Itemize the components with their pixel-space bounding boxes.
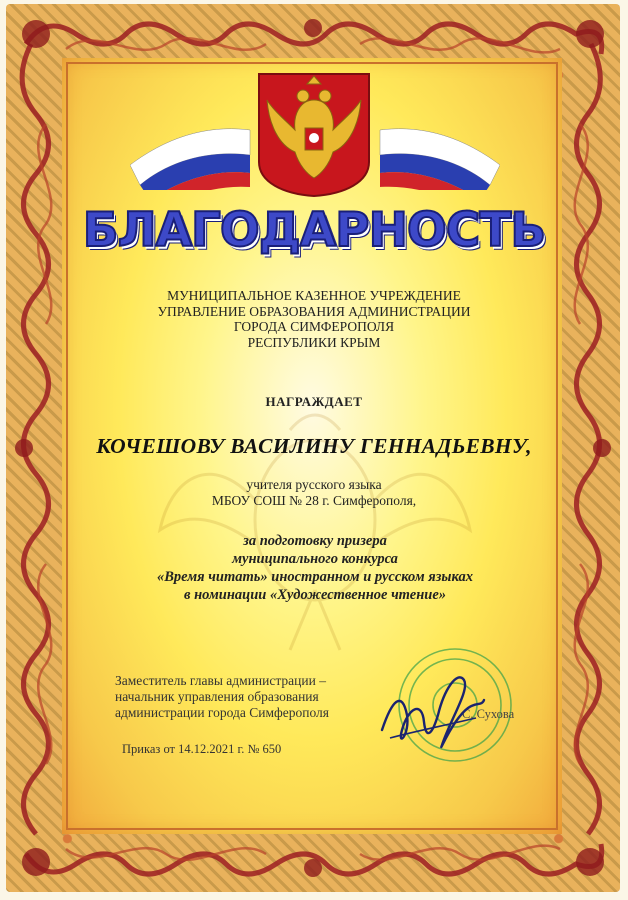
recipient-position [100, 477, 528, 509]
position-line: МБОУ СОШ № 28 г. Симферополя, [211, 493, 417, 508]
reason-line: в номинации «Художественное чтение» [183, 587, 447, 603]
order-reference: Приказ от 14.12.2021 г. № 650 [122, 742, 282, 756]
signer-line: Заместитель главы администрации – [115, 673, 326, 688]
recipient-name: КОЧЕШОВУ ВАСИЛИНУ ГЕННАДЬЕВНУ, [96, 434, 532, 458]
signer-name: С. Сухова [462, 707, 515, 721]
reason-line: за подготовку призера [243, 533, 387, 549]
signer-line: администрации города Симферополя [115, 705, 329, 720]
position-line: учителя русского языка [246, 477, 382, 492]
signer-title [115, 673, 395, 721]
award-reason [90, 532, 540, 604]
organization-line: ГОРОДА СИМФЕРОПОЛЯ [233, 319, 395, 334]
awards-label: НАГРАЖДАЕТ [265, 394, 363, 409]
signer-line: начальник управления образования [115, 689, 319, 704]
organization-line: УПРАВЛЕНИЕ ОБРАЗОВАНИЯ АДМИНИСТРАЦИИ [157, 303, 471, 319]
watermark-eagle-icon [150, 390, 480, 660]
russian-coat-of-arms-icon [255, 70, 373, 198]
certificate-title: БЛАГОДАРНОСТЬ [82, 203, 546, 258]
reason-line: «Время читать» иностранном и русском языках [157, 569, 473, 585]
reason-line: муниципального конкурса [232, 551, 398, 567]
handwritten-signature [372, 660, 492, 760]
organization-line: МУНИЦИПАЛЬНОЕ КАЗЕННОЕ УЧРЕЖДЕНИЕ [167, 288, 461, 303]
organization-line: РЕСПУБЛИКИ КРЫМ [247, 334, 381, 350]
organization-name [100, 288, 528, 350]
